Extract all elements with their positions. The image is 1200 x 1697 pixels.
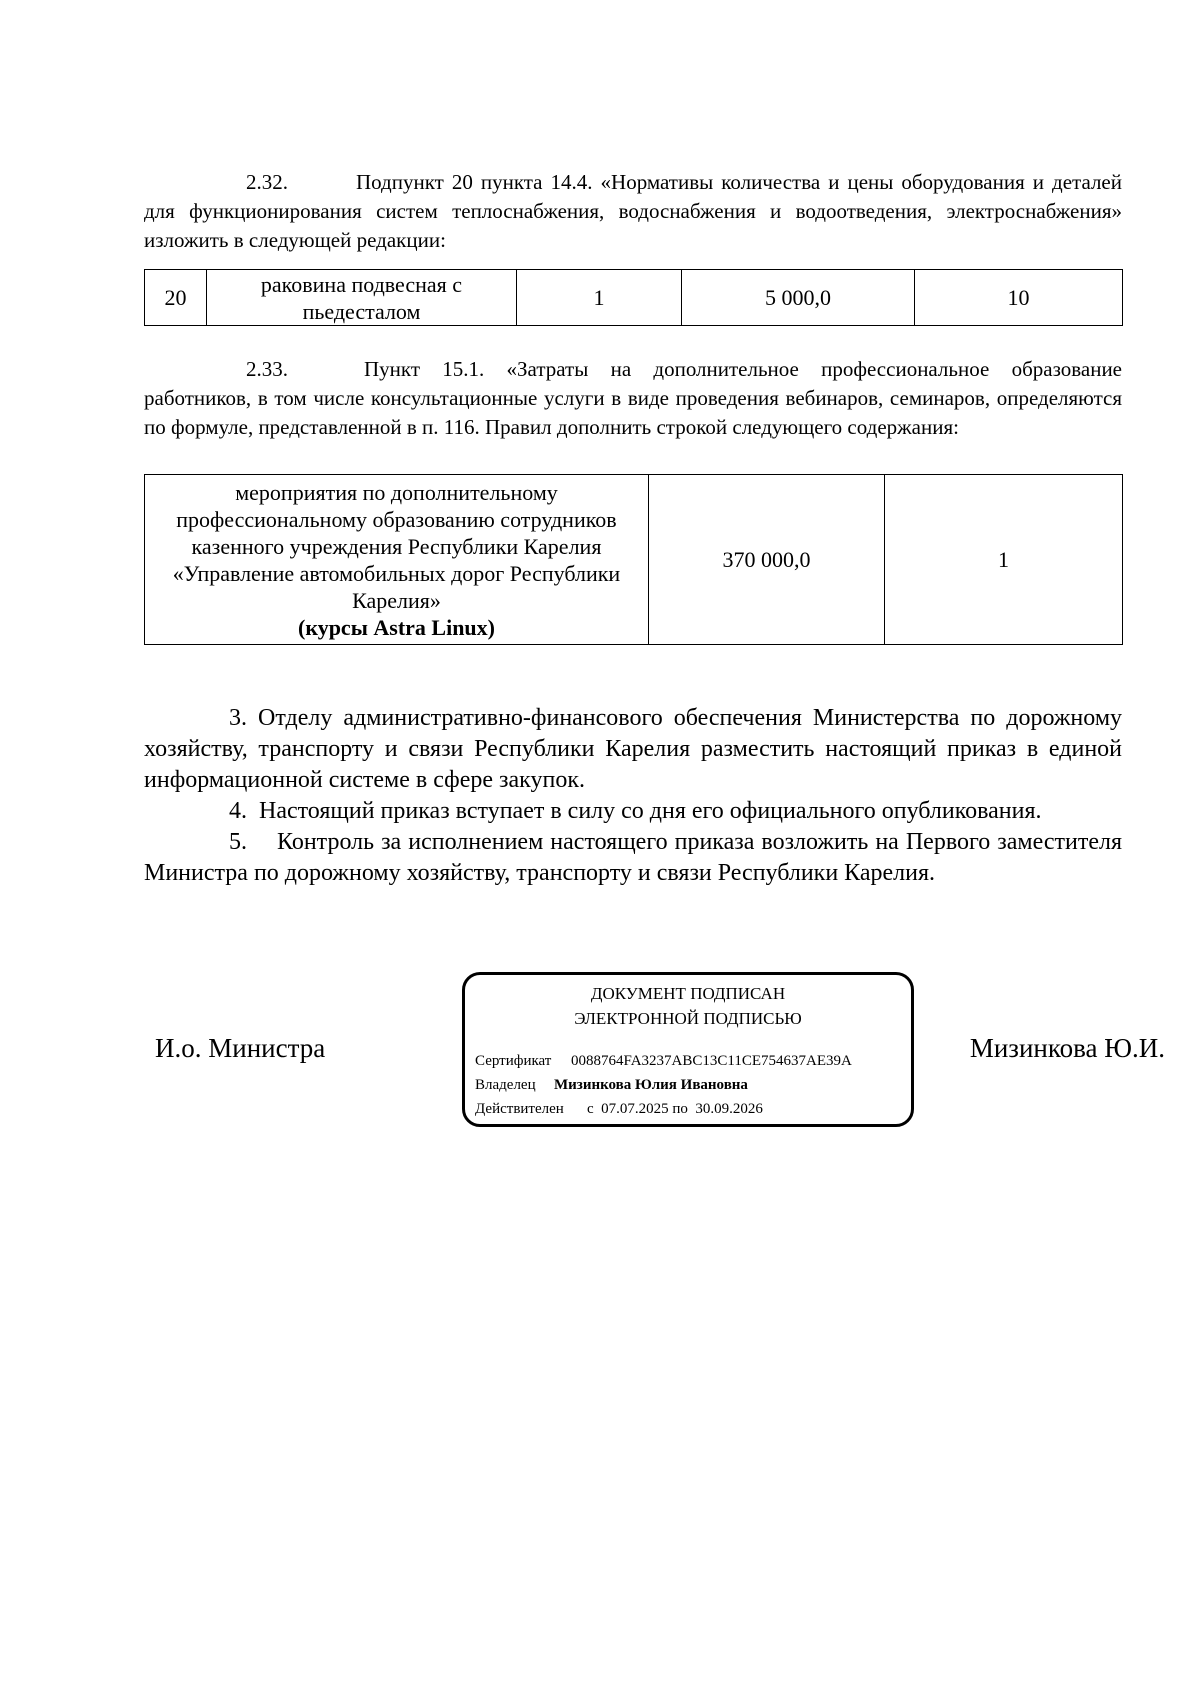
e-signature-stamp (462, 972, 914, 1127)
section-2-33-number: 2.33. (246, 357, 288, 381)
closing-items (144, 703, 1122, 889)
section-2-32-text: Подпункт 20 пункта 14.4. «Нормативы количества и цены оборудования и деталей для функционирования систем теплоснабжения, водоснабжения и водоотведения, электроснабжения» изложить в следующей редакции: (144, 170, 1122, 252)
item-5-text: Контроль за исполнением настоящего приказа возложить на Первого заместителя Министра по дорожному хозяйству, транспорту и связи Республики Карелия. (144, 829, 1122, 886)
stamp-title-line-2: ЭЛЕКТРОННОЙ ПОДПИСЬЮ (574, 1009, 802, 1028)
table-row (145, 475, 1123, 645)
item-3-text: Отделу административно-финансового обеспечения Министерства по дорожному хозяйству, транспорту и связи Республики Карелия разместить настоящий приказ в единой информационной системе в сфере закупок. (144, 705, 1123, 793)
stamp-validity-row (475, 1101, 763, 1118)
stamp-certificate-label: Сертификат (475, 1053, 552, 1069)
item-3 (144, 703, 1122, 796)
signature-name: Мизинкова Ю.И. (969, 1033, 1165, 1063)
stamp-certificate-value: 0088764FA3237ABC13C11CE754637AE39A (571, 1053, 852, 1069)
signature-position: И.о. Министра (155, 1033, 326, 1063)
table-cell-name (145, 475, 649, 645)
item-5-number: 5. (229, 829, 247, 855)
stamp-owner-label: Владелец (475, 1077, 536, 1093)
table-cell: 5 000,0 (682, 270, 915, 326)
section-2-32-number: 2.32. (246, 170, 288, 194)
stamp-owner-value: Мизинкова Юлия Ивановна (554, 1077, 748, 1093)
item-3-number: 3. (229, 705, 247, 731)
section-2-32 (144, 168, 1122, 255)
section-2-33-paragraph (144, 355, 1122, 442)
stamp-title-line-1: ДОКУМЕНТ ПОДПИСАН (590, 984, 786, 1003)
item-4-text: Настоящий приказ вступает в силу со дня его официального опубликования. (259, 798, 1042, 824)
item-5 (144, 827, 1122, 889)
table-row (145, 270, 1123, 326)
table-cell-price: 370 000,0 (649, 475, 885, 645)
stamp-owner-row (475, 1077, 748, 1094)
item-4-number: 4. (229, 798, 247, 824)
stamp-valid-label: Действителен (475, 1101, 564, 1117)
table-cell: 10 (915, 270, 1123, 326)
table-cell-qty: 1 (885, 475, 1123, 645)
stamp-valid-value: с 07.07.2025 по 30.09.2026 (587, 1101, 763, 1117)
stamp-certificate-row (475, 1053, 852, 1070)
table-2 (144, 474, 1123, 645)
table-cell: 20 (145, 270, 207, 326)
table-cell: 1 (517, 270, 682, 326)
table-cell: раковина подвесная с пьедесталом (207, 270, 517, 326)
table-1 (144, 269, 1123, 326)
section-2-33-text: Пункт 15.1. «Затраты на дополнительное профессиональное образование работников, в том числе консультационные услуги в виде проведения вебинаров, семинаров, определяются по формуле, представленной в п. 116. Правил дополнить строкой следующего содержания: (144, 357, 1122, 439)
table-cell-name-text: мероприятия по дополнительному профессиональному образованию сотрудников казенного учреждения Республики Карелия «Управление автомобильных дорог Республики Карелия» (172, 479, 621, 613)
section-2-32-paragraph (144, 168, 1122, 255)
item-4 (144, 796, 1122, 827)
section-2-33 (144, 355, 1122, 442)
table-cell-name-bold: (курсы Astra Linux) (298, 614, 495, 640)
